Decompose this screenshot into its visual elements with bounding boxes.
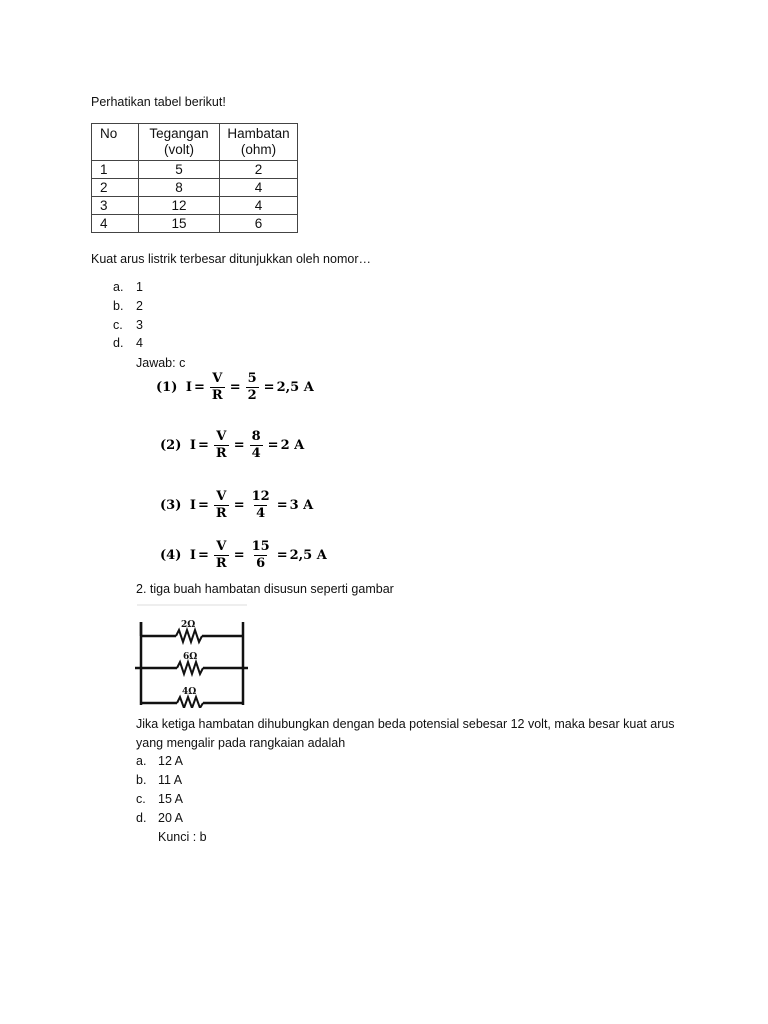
table-cell: 5 bbox=[139, 161, 220, 179]
q1-answer: Jawab: c bbox=[136, 356, 186, 370]
q1-option-marker: c. bbox=[113, 318, 123, 332]
table-row bbox=[92, 197, 298, 215]
q2-question-line2: yang mengalir pada rangkaian adalah bbox=[136, 736, 346, 750]
table-header-no: No bbox=[92, 124, 139, 161]
q1-option-text: 1 bbox=[136, 280, 143, 294]
intro-text: Perhatikan tabel berikut! bbox=[91, 95, 226, 109]
equation-3: (3) I = $\frac{V}{R}$ = $\frac{12}{4}$ = 3 A bbox=[160, 489, 314, 521]
table-cell: 3 bbox=[92, 197, 139, 215]
resistor-bottom bbox=[141, 697, 243, 708]
q2-option-marker: b. bbox=[136, 773, 147, 787]
table-cell: 2 bbox=[220, 161, 298, 179]
q1-option-text: 4 bbox=[136, 336, 143, 350]
circuit-diagram bbox=[135, 604, 250, 708]
resistor-middle bbox=[141, 662, 243, 674]
table-row bbox=[92, 161, 298, 179]
q2-option-text: 11 A bbox=[158, 773, 183, 787]
q2-option-marker: a. bbox=[136, 754, 147, 768]
table-row bbox=[92, 179, 298, 197]
table-cell: 4 bbox=[220, 179, 298, 197]
table-cell: 15 bbox=[139, 215, 220, 233]
table-cell: 6 bbox=[220, 215, 298, 233]
q1-option-marker: a. bbox=[113, 280, 124, 294]
table-cell: 4 bbox=[92, 215, 139, 233]
table-cell: 8 bbox=[139, 179, 220, 197]
q1-option-text: 3 bbox=[136, 318, 143, 332]
table-cell: 4 bbox=[220, 197, 298, 215]
q2-key: Kunci : b bbox=[158, 830, 207, 844]
table-row bbox=[92, 215, 298, 233]
data-table bbox=[91, 123, 298, 233]
q2-option-marker: c. bbox=[136, 792, 146, 806]
equation-4: (4) I = $\frac{V}{R}$ = $\frac{15}{6}$ = 2,5 A bbox=[160, 539, 327, 571]
table-header-hambatan: Hambatan (ohm) bbox=[220, 124, 298, 161]
equation-2: (2) I = $\frac{V}{R}$ = $\frac{8}{4}$ = 2 A bbox=[160, 429, 305, 461]
q2-heading: 2. tiga buah hambatan disusun seperti gambar bbox=[136, 582, 394, 596]
q2-option-marker: d. bbox=[136, 811, 147, 825]
q2-option-text: 12 A bbox=[158, 754, 184, 768]
q2-question-line1: Jika ketiga hambatan dihubungkan dengan beda potensial sebesar 12 volt, maka besar kuat arus bbox=[136, 717, 675, 731]
q2-option-text: 20 A bbox=[158, 811, 184, 825]
q1-option-marker: b. bbox=[113, 299, 124, 313]
table-cell: 12 bbox=[139, 197, 220, 215]
q1-option-text: 2 bbox=[136, 299, 143, 313]
q1-option-marker: d. bbox=[113, 336, 124, 350]
resistor-label-bottom: 4Ω bbox=[182, 687, 197, 697]
q1-question: Kuat arus listrik terbesar ditunjukkan oleh nomor… bbox=[91, 252, 371, 266]
resistor-label-top: 2Ω bbox=[181, 620, 196, 630]
table-cell: 1 bbox=[92, 161, 139, 179]
table-cell: 2 bbox=[92, 179, 139, 197]
equation-1: (1) I = $\frac{V}{R}$ = $\frac{5}{2}$ = 2,5 A bbox=[156, 371, 314, 403]
table-header-row bbox=[92, 124, 298, 161]
q2-option-text: 15 A bbox=[158, 792, 184, 806]
table-header-tegangan: Tegangan (volt) bbox=[139, 124, 220, 161]
resistor-label-middle: 6Ω bbox=[183, 652, 198, 662]
